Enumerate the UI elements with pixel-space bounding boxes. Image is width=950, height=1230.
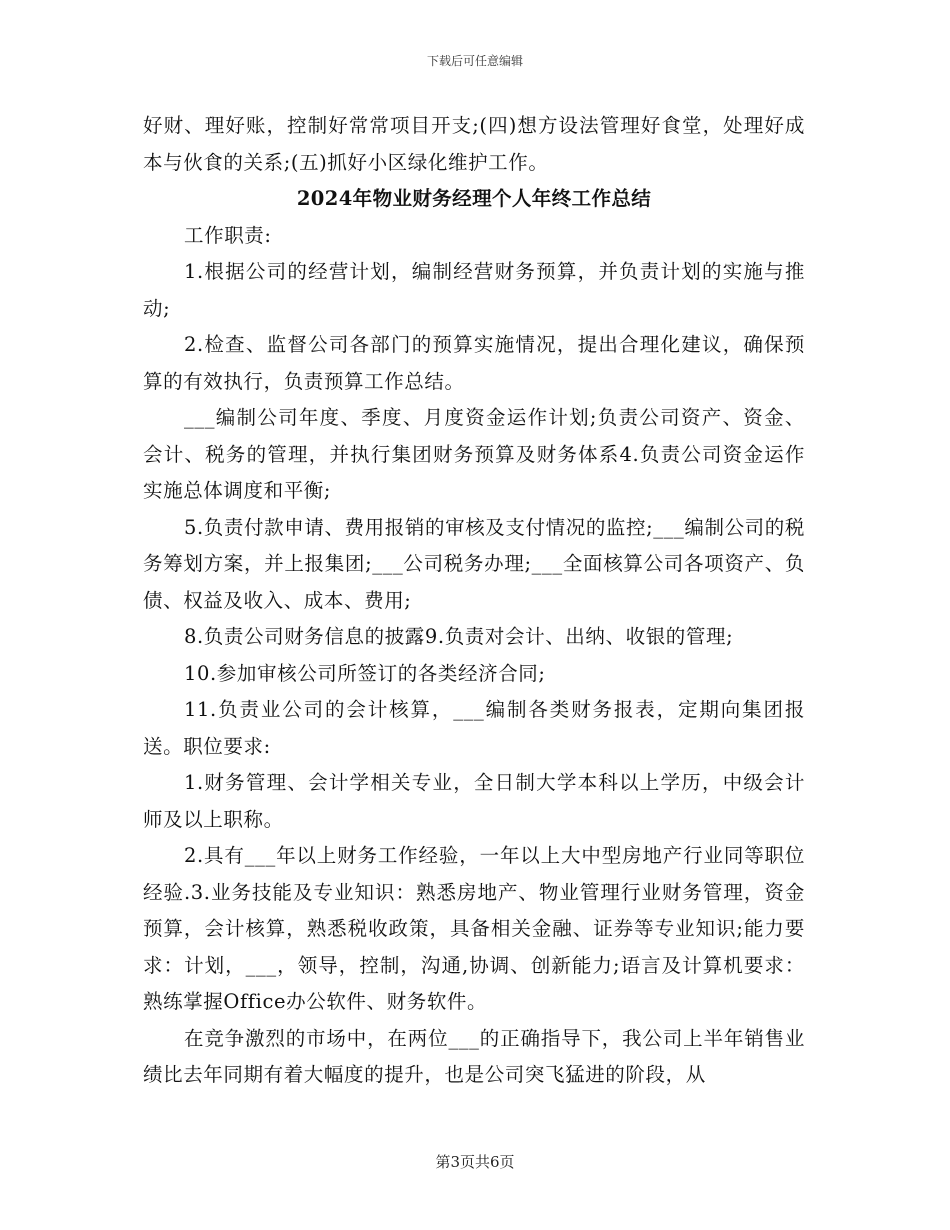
paragraph-duty-3-4: ___编制公司年度、季度、月度资金运作计划;负责公司资产、资金、会计、税务的管理，并执行集团财务预算及财务体系4.负责公司资金运作实施总体调度和平衡; xyxy=(143,406,805,502)
paragraph-duties-heading: 工作职责: xyxy=(184,223,272,247)
document-body xyxy=(143,108,805,1094)
intro-paragraph: 好财、理好账，控制好常常项目开支;(四)想方设法管理好食堂，处理好成本与伙食的关系;(五)抓好小区绿化维护工作。 xyxy=(143,114,805,174)
header-note: 下载后可任意编辑 xyxy=(426,54,523,68)
document-title: 2024年物业财务经理个人年终工作总结 xyxy=(296,187,652,210)
paragraph-duty-11: 11.负责业公司的会计核算，___编制各类财务报表，定期向集团报送。职位要求: xyxy=(143,698,805,758)
paragraph-duty-2: 2.检查、监督公司各部门的预算实施情况，提出合理化建议，确保预算的有效执行，负责预算工作总结。 xyxy=(143,333,805,393)
page-number: 第3页共6页 xyxy=(435,1153,515,1171)
paragraph-duty-1: 1.根据公司的经营计划，编制经营财务预算，并负责计划的实施与推动; xyxy=(143,260,805,320)
paragraph-sales-summary: 在竞争激烈的市场中，在两位___的正确指导下，我公司上半年销售业绩比去年同期有着大幅度的提升，也是公司突飞猛进的阶段，从 xyxy=(143,1026,805,1086)
paragraph-duty-5-7: 5.负责付款申请、费用报销的审核及支付情况的监控;___编制公司的税务筹划方案，并上报集团;___公司税务办理;___全面核算公司各项资产、负债、权益及收入、成本、费用; xyxy=(143,515,805,612)
paragraph-duty-10: 10.参加审核公司所签订的各类经济合同; xyxy=(184,661,546,685)
paragraph-requirement-1: 1.财务管理、会计学相关专业，全日制大学本科以上学历，中级会计师及以上职称。 xyxy=(143,771,805,831)
paragraph-requirement-2: 2.具有___年以上财务工作经验，一年以上大中型房地产行业同等职位经验.3.业务技能及专业知识：熟悉房地产、物业管理行业财务管理，资金预算，会计核算，熟悉税收政策，具备相关金融、证券等专业知识;能力要求：计划，___，领导，控制，沟通,协调、创新能力;语言及计算机要求：熟练掌握Office办公软件、财务软件。 xyxy=(143,844,805,1013)
paragraph-duty-8-9: 8.负责公司财务信息的披露9.负责对会计、出纳、收银的管理; xyxy=(184,625,734,648)
